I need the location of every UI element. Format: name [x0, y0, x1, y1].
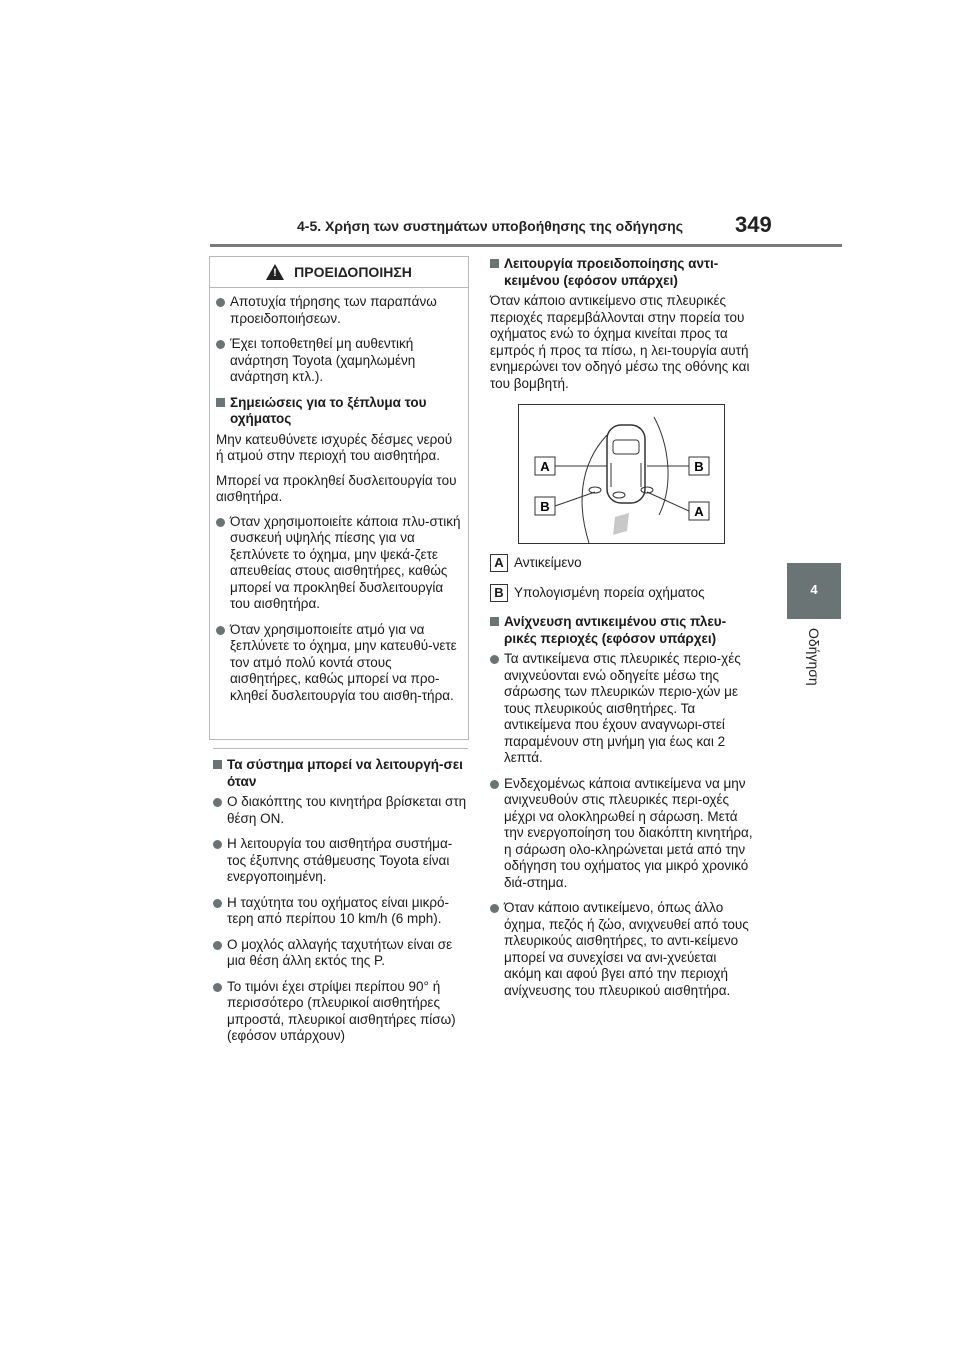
leader-line [555, 492, 595, 506]
direction-arrow-icon [613, 513, 629, 535]
leader-line [647, 492, 689, 511]
chapter-label: Οδήγηση [806, 628, 822, 686]
label-b-text: B [694, 459, 704, 474]
label-b2-text: B [540, 499, 550, 514]
wash-notes-paragraph: Μπορεί να προκληθεί δυσλειτουργία του αισθητήρα. [216, 472, 457, 504]
wash-notes-bullet: Όταν χρησιμοποιείτε κάποια πλυ-στική συσκευή υψηλής πίεσης για να ξεπλύνετε το όχημα, μην ψεκά-ζετε απευθείας στους αισθητήρες, καθώς μπορεί να προκληθεί δυσλειτουργία του αισθητήρα. [216, 514, 462, 613]
wash-notes-heading: Σημειώσεις για το ξέπλυμα του οχήματος [216, 395, 462, 428]
legend-item-b [490, 584, 755, 602]
divider [213, 748, 468, 749]
detection-bullet: Τα αντικείμενα στις πλευρικές περιο-χές ανιχνεύονται ενώ οδηγείτε μέσω της σάρωσης των πλευρικών περιο-χών με τους πλευρικούς αισθητήρες. Τα αντικείμενα που έχουν αναγνωρι-στεί παραμένουν στη μνήμη για έως και 2 λεπτά. [490, 651, 755, 767]
operation-bullet: Ο μοχλός αλλαγής ταχυτήτων είναι σε μια θέση άλλη εκτός της P. [213, 937, 468, 970]
detection-heading: Ανίχνευση αντικειμένου στις πλευ-ρικές περιοχές (εφόσον υπάρχει) [490, 614, 755, 647]
opposing-heading: Λειτουργία προειδοποίησης αντι-κειμένου (εφόσον υπάρχει) [490, 256, 755, 289]
legend-item-a [490, 554, 755, 572]
sensor-diagram-svg [519, 405, 724, 543]
wash-notes-paragraph: Μην κατευθύνετε ισχυρές δέσμες νερού ή ατμού στην περιοχή του αισθητήρα. [216, 431, 453, 463]
chapter-tab: 4 [787, 563, 841, 619]
sensor-diagram [518, 404, 725, 544]
operation-heading: Τα σύστημα μπορεί να λειτουργή-σει όταν [213, 757, 468, 790]
right-column [490, 256, 755, 1008]
warning-header [210, 257, 468, 288]
label-a2-text: A [694, 504, 704, 519]
operation-bullet: Η λειτουργία του αισθητήρα συστήμα-τος έξυπνης στάθμευσης Toyota είναι ενεργοποιημένη. [213, 836, 468, 886]
legend-text-b: Υπολογισμένη πορεία οχήματος [514, 584, 705, 600]
warning-triangle-icon: ! [266, 264, 284, 280]
label-a-text: A [540, 459, 550, 474]
path-left-curve [582, 435, 607, 543]
operation-bullet: Το τιμόνι έχει στρίψει περίπου 90° ή περισσότερο (πλευρικοί αισθητήρες μπροστά, πλευρικοί αισθητήρες πίσω) (εφόσον υπάρχουν) [213, 979, 468, 1045]
operation-bullet: Ο διακόπτης του κινητήρα βρίσκεται στη θέση ON. [213, 794, 468, 827]
legend-key-b: B [490, 584, 508, 602]
legend-key-a: A [490, 554, 508, 572]
warning-title: ΠΡΟΕΙΔΟΠΟΙΗΣΗ [294, 264, 412, 280]
operation-bullet: Η ταχύτητα του οχήματος είναι μικρό-τερη από περίπου 10 km/h (6 mph). [213, 895, 468, 928]
opposing-paragraph: Όταν κάποιο αντικείμενο στις πλευρικές περιοχές παρεμβάλλονται στην πορεία του οχήματος ενώ το όχημα κινείται προς τα εμπρός ή προς τα πίσω, η λει-τουργία αυτή ενημερώνει τον οδηγό μέσω της οθόνης και του βομβητή. [490, 293, 750, 391]
wash-notes-bullet: Όταν χρησιμοποιείτε ατμό για να ξεπλύνετε το όχημα, μην κατευθύ-νετε τον ατμό πολύ κοντά στους αισθητήρες, καθώς μπορεί να προ-κληθεί δυσλειτουργία του αισθη-τήρα. [216, 622, 462, 705]
page-number: 349 [735, 212, 772, 237]
detection-bullet: Όταν κάποιο αντικείμενο, όπως άλλο όχημα, πεζός ή ζώο, ανιχνευθεί από τους πλευρικούς αισθητήρες, το αντι-κείμενο μπορεί να συνεχίσει να ανι-χνεύεται ακόμη και αφού βγει από την περιοχή ανίχνευσης του πλευρικού αισθητήρα. [490, 900, 755, 999]
warning-bullet: Έχει τοποθετηθεί μη αυθεντική ανάρτηση Toyota (χαμηλωμένη ανάρτηση κτλ.). [216, 336, 462, 386]
header-rule [210, 244, 842, 247]
warning-bullet: Αποτυχία τήρησης των παραπάνω προειδοποιήσεων. [216, 294, 462, 327]
legend-text-a: Αντικείμενο [514, 554, 582, 570]
left-column [213, 748, 468, 1054]
car-body-icon [607, 425, 645, 503]
warning-box [209, 256, 469, 740]
detection-bullet: Ενδεχομένως κάποια αντικείμενα να μην ανιχνευθούν στις πλευρικές περι-οχές μέχρι να ολοκληρωθεί η σάρωση. Μετά την ενεργοποίηση του διακόπτη κινητήρα, η σάρωση ολο-κληρώνεται μετά από την οδήγηση του οχήματος για μικρό χρονικό διά-στημα. [490, 776, 755, 892]
section-title: 4-5. Χρήση των συστημάτων υποβοήθησης της οδήγησης [297, 218, 683, 234]
